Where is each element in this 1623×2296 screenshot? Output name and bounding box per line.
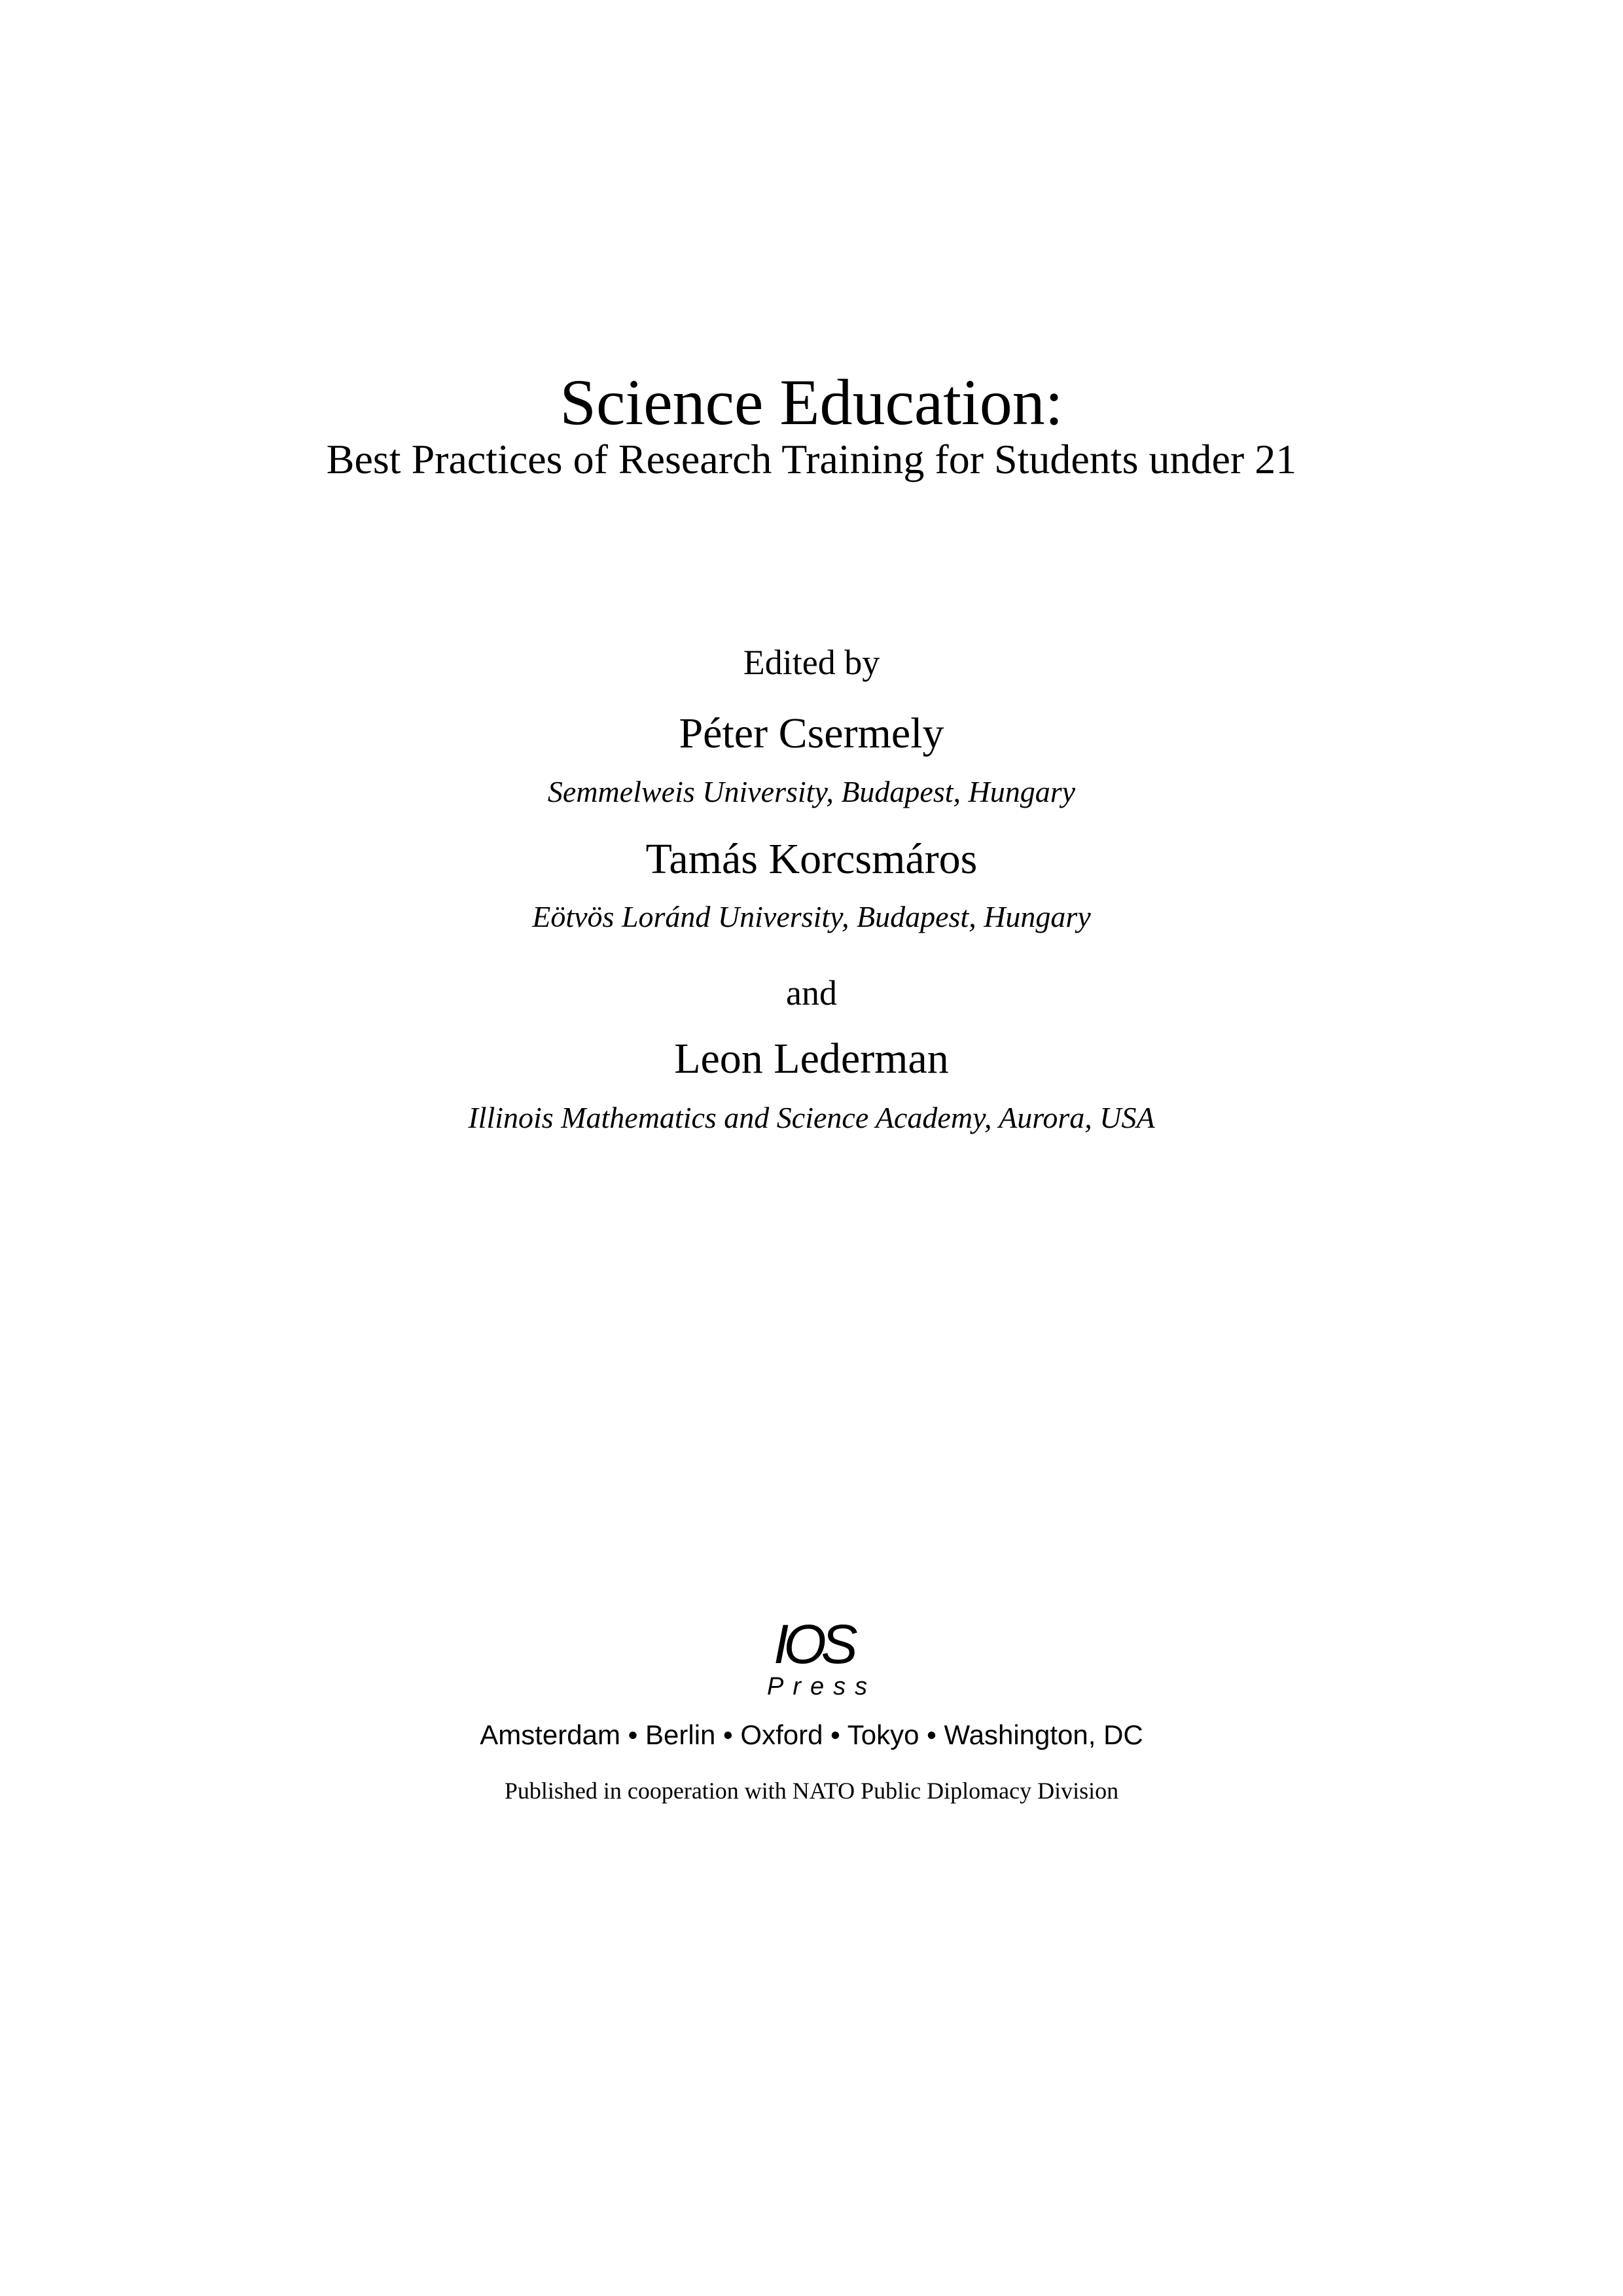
editor-name: Leon Lederman	[674, 1035, 949, 1083]
cooperation-note: Published in cooperation with NATO Public Diplomacy Division	[504, 1778, 1119, 1804]
editor-name: Tamás Korcsmáros	[645, 835, 978, 883]
editor-affiliation: Illinois Mathematics and Science Academy, Aurora, USA	[468, 1101, 1155, 1134]
ios-press-logo	[759, 1613, 877, 1702]
book-subtitle: Best Practices of Research Training for Students under 21	[326, 436, 1297, 482]
editor-affiliation: Eötvös Loránd University, Budapest, Hungary	[532, 900, 1091, 933]
logo-press-text: Press	[767, 1673, 877, 1700]
publisher-cities: Amsterdam • Berlin • Oxford • Tokyo • Washington, DC	[480, 1719, 1143, 1750]
editor-affiliation: Semmelweis University, Budapest, Hungary	[547, 775, 1076, 808]
conjunction-and: and	[786, 973, 837, 1013]
book-title: Science Education:	[560, 366, 1063, 439]
logo-ios-text: IOS	[774, 1613, 853, 1675]
editor-name: Péter Csermely	[679, 709, 944, 757]
edited-by-label: Edited by	[743, 643, 880, 682]
